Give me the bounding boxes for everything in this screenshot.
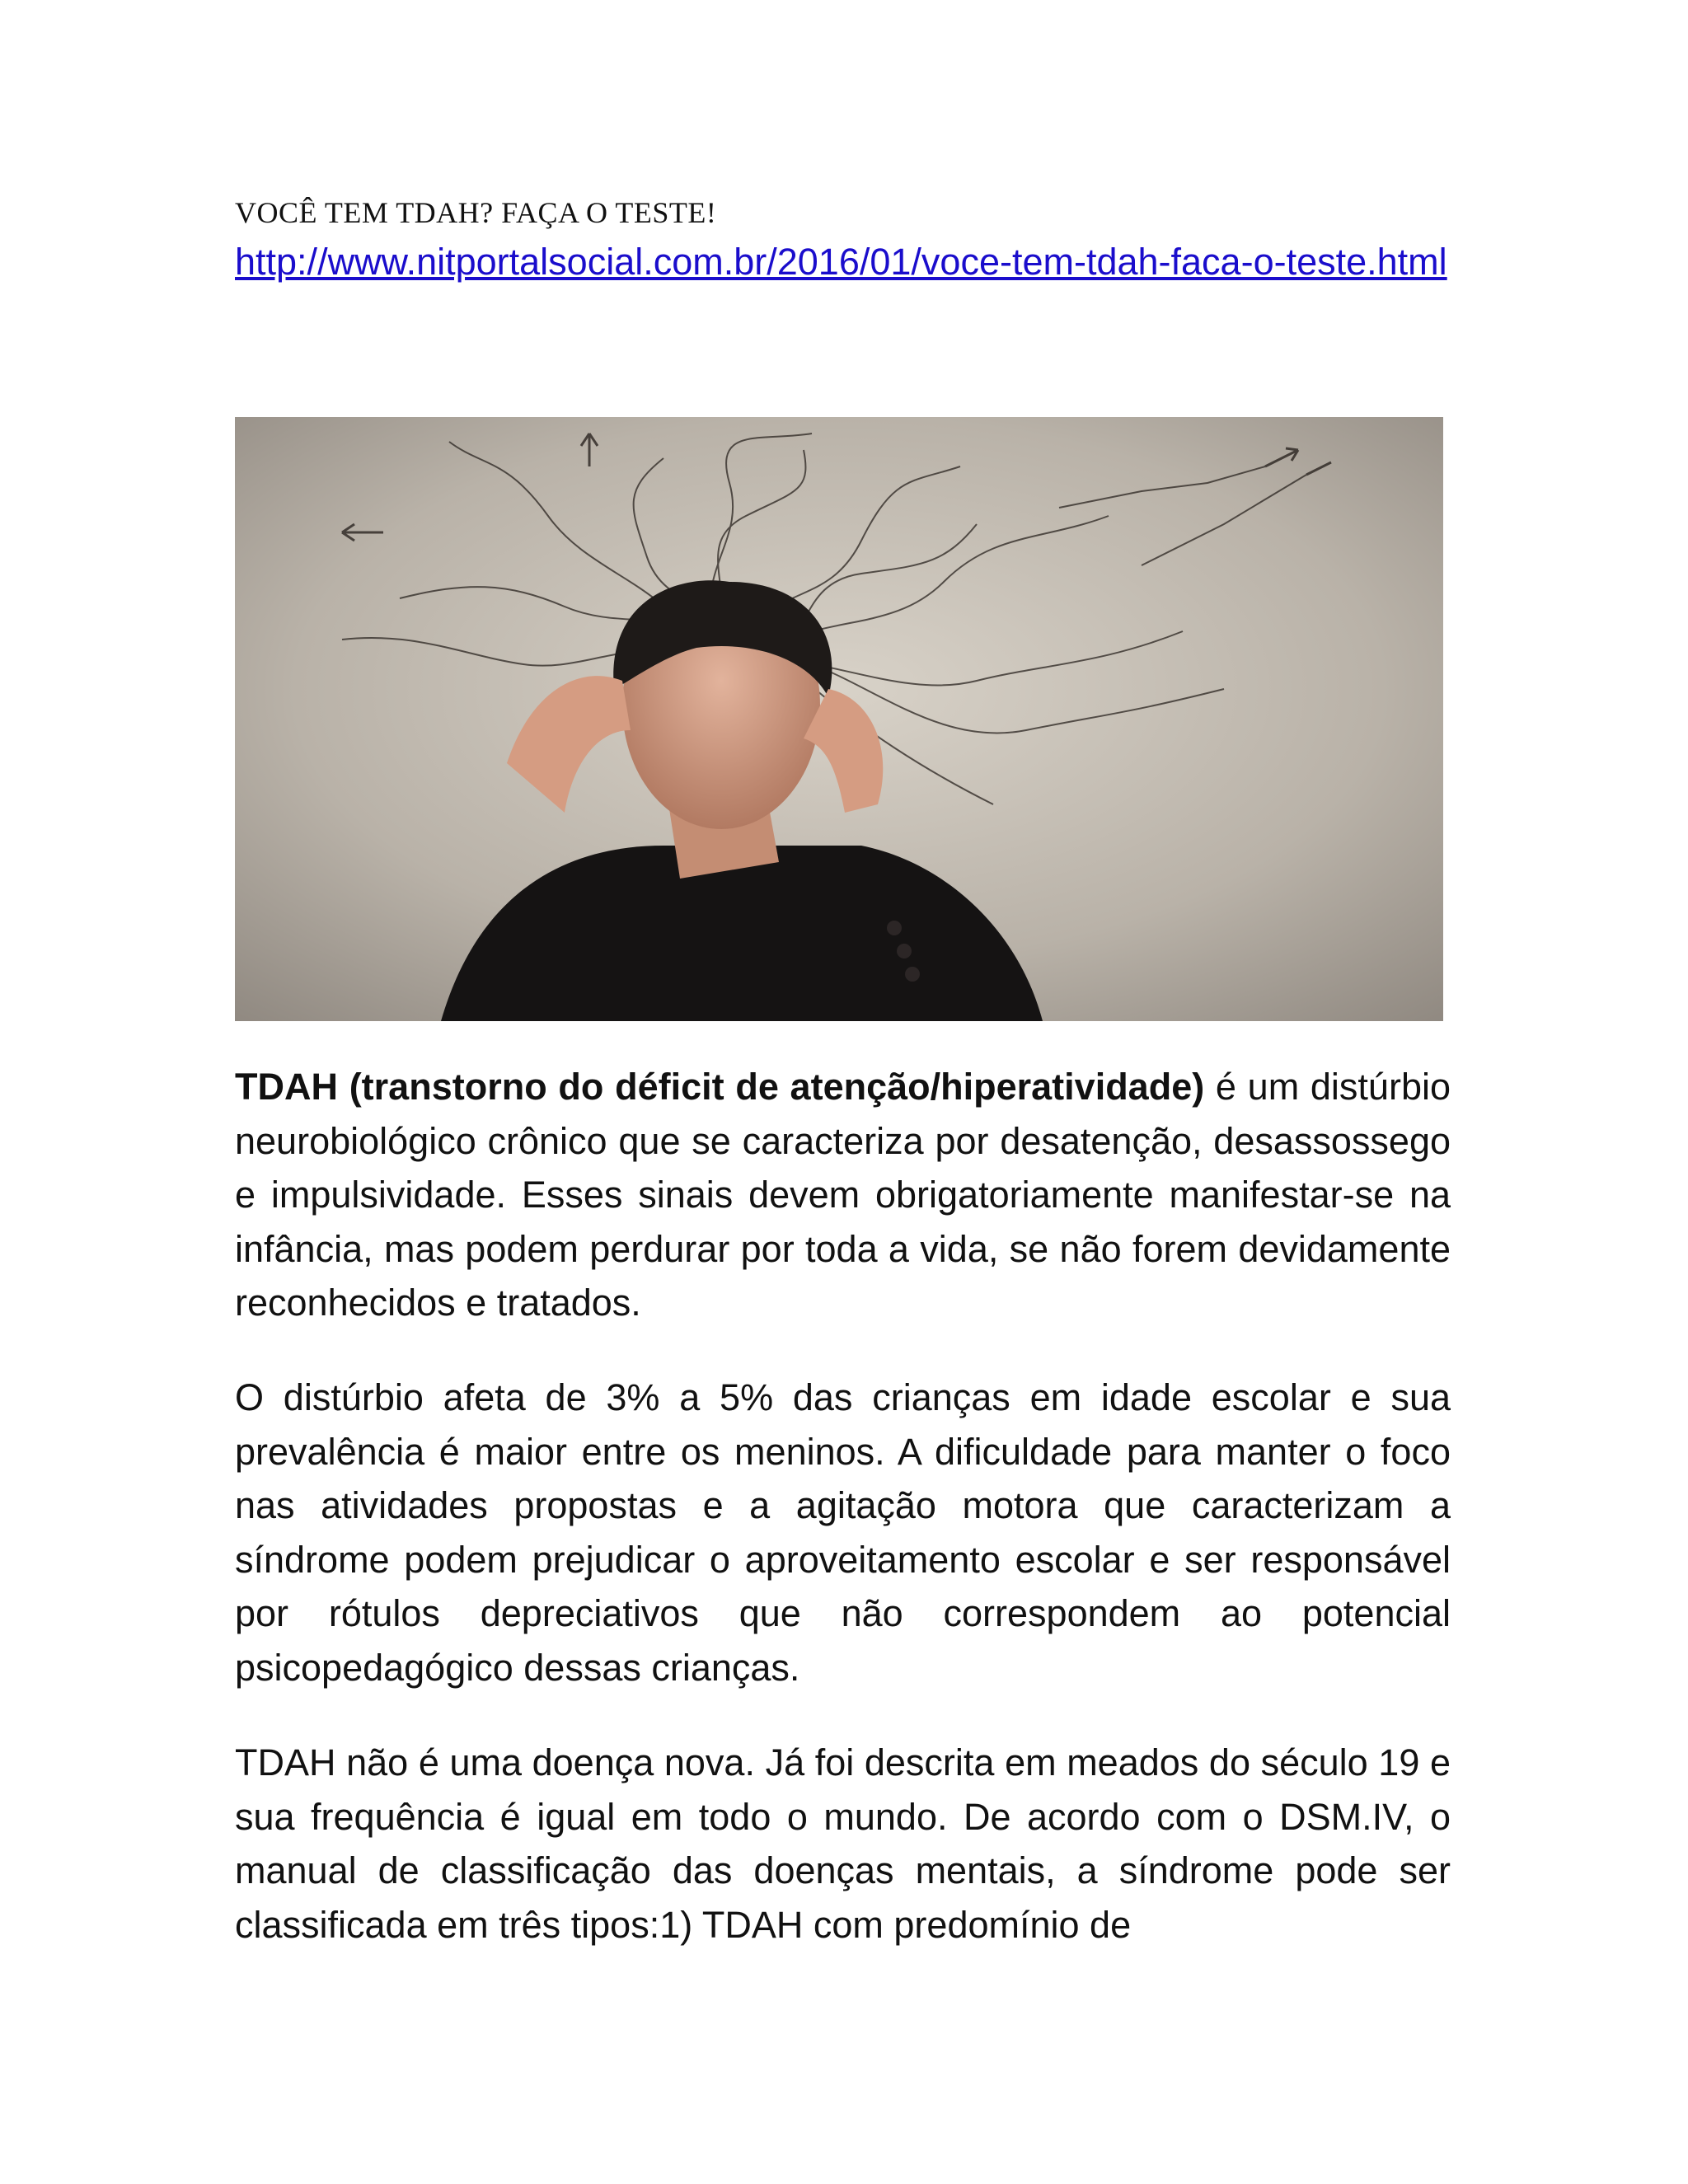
article-link[interactable]: http://www.nitportalsocial.com.br/2016/01/voce-tem-tdah-faca-o-teste.html <box>235 241 1447 283</box>
paragraph-1 <box>235 1060 1451 1330</box>
page-title: VOCÊ TEM TDAH? FAÇA O TESTE! <box>235 196 717 229</box>
woman-tangled-thoughts-image <box>235 417 1443 1021</box>
paragraph-1-text: é um distúrbio neurobiológico crônico que se caracteriza por desatenção, desassossego e impulsividade. Esses sinais devem obrigatoriamente manifestar-se na infância, mas podem perdurar por toda a vida, se não forem devidamente reconhecidos e tratados. <box>235 1066 1451 1324</box>
paragraph-2: O distúrbio afeta de 3% a 5% das crianças em idade escolar e sua prevalência é maior entre os meninos. A dificuldade para manter o foco nas atividades propostas e a agitação motora que caracterizam a síndrome podem prejudicar o aproveitamento escolar e ser responsável por rótulos depreciativos que não correspondem ao potencial psicopedagógico dessas crianças. <box>235 1376 1451 1689</box>
tdah-definition-bold: TDAH (transtorno do déficit de atenção/hiperatividade) <box>235 1066 1205 1108</box>
paragraph-3: TDAH não é uma doença nova. Já foi descrita em meados do século 19 e sua frequência é igual em todo o mundo. De acordo com o DSM.IV, o manual de classificação das doenças mentais, a síndrome pode ser classificada em três tipos:1) TDAH com predomínio de <box>235 1741 1451 1946</box>
